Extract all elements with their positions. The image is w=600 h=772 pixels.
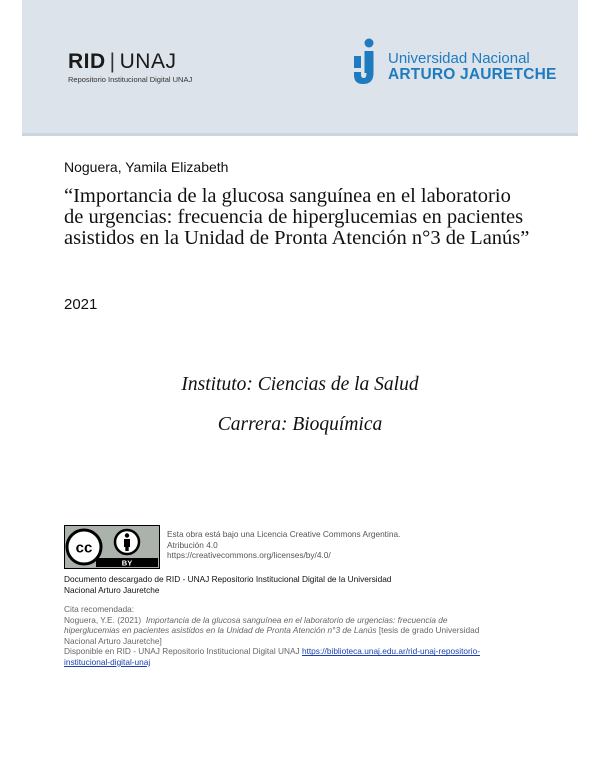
citation-title: Importancia de la glucosa sanguínea en el laboratorio de urgencias: frecuencia de hiperglucemias en pacientes asistidos en la Unidad de Pronta Atención n°3 de Lanús [64,614,448,636]
thesis-title: “Importancia de la glucosa sanguínea en el laboratorio de urgencias: frecuencia de hiperglucemias en pacientes asistidos en la Unidad de Pronta Atención n°3 de Lanús” [64,185,530,249]
citation-available [64,646,504,667]
citation-available-text: Disponible en RID - UNAJ Repositorio Institucional Digital UNAJ [64,646,300,657]
publication-year: 2021 [64,296,98,313]
career-line [0,414,600,436]
license-text [167,529,467,561]
career-text: Carrera: Bioquímica [217,414,383,435]
citation-prefix: Noguera, Y.E. (2021) [64,614,142,625]
institute-line [0,374,600,396]
unaj-logo-line2: ARTURO JAURETCHE [388,66,557,83]
citation-body [64,615,504,647]
recommended-citation [64,604,504,668]
rid-unaj-logo [68,50,192,84]
author-name: Noguera, Yamila Elizabeth [64,159,229,175]
cc-badge-by-text: BY [121,558,133,568]
download-line2: Nacional Arturo Jauretche [64,585,160,595]
institute-text: Instituto: Ciencias de la Salud [181,374,419,395]
citation-suffix: [tesis de grado Universidad Nacional Arturo Jauretche] [64,625,480,646]
rid-logo-subtitle: Repositorio Institucional Digital UNAJ [68,75,193,84]
unaj-logo [352,38,572,90]
unaj-logo-line1: Universidad Nacional [388,50,530,67]
cc-badge-cc-text: cc [75,539,93,557]
unaj-mark-icon [352,38,380,86]
license-line2: Atribución 4.0 [167,539,218,550]
cc-by-license-badge [64,525,160,569]
rid-logo-light: UNAJ [119,50,177,73]
download-line1: Documento descargado de RID - UNAJ Repositorio Institucional Digital de la Universidad [64,574,392,584]
repository-link[interactable]: https://biblioteca.unaj.edu.ar/rid-unaj-repositorio-institucional-digital-unaj [64,646,480,667]
download-notice [64,574,464,596]
rid-logo-bold: RID [68,50,106,73]
citation-label: Cita recomendada: [64,604,135,614]
header-band [22,0,578,136]
rid-logo-separator: | [109,50,116,73]
license-url: https://creativecommons.org/licenses/by/4.0/ [167,550,331,560]
license-line1: Esta obra está bajo una Licencia Creative Commons Argentina. [167,529,401,539]
